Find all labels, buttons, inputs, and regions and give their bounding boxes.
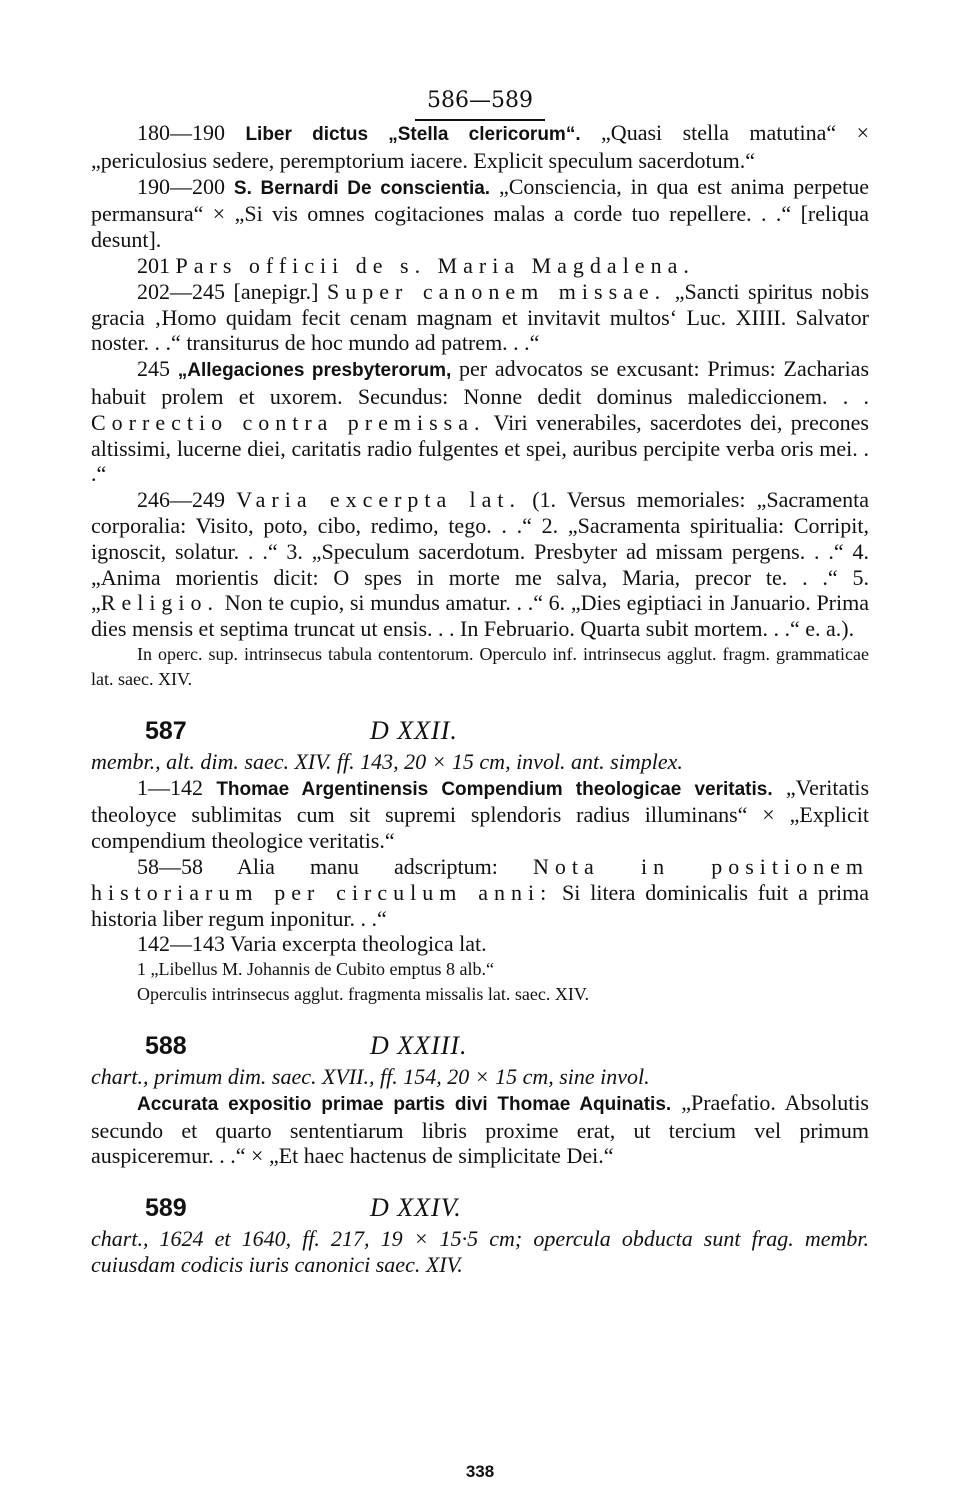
item-title: „Allegaciones presbyterorum, [177,360,452,382]
item-text: Non te cupio, si mundus amatur. . .“ 6. „Dies egiptiaci in Januario. Prima dies mensis et septima truncat ut ensis. . . In Februario. Quarta subit mortem. . .“ e. a.). [91,590,869,642]
item-spaced-title: Varia excerpta lat. [236,487,521,513]
entry-number: 589 [145,1194,187,1223]
item-note: [anepigr.] [233,278,319,304]
item-title: Liber dictus „Stella clericorum“. [245,124,581,145]
item-246b-249b [91,487,869,642]
item-142a-143b [91,931,869,957]
item-text: per advocatos se excusant: Primus: Zacharias habuit prolem et uxorem. Secundus: Nonne dedit dominus malediccionem. . . [91,356,870,409]
item-text: (1. Versus memoriales: „Sacramenta corporalia: Visito, poto, cibo, redimo, tego. . .“ 2. „Sacramenta spiritualia: Corripit, ignoscit, solatur. . .“ 3. „Speculum sacerdotum. Presbyter ad missam pergens. . .“ 4. „Anima morientis dicit: O spes in morte me salva, Maria, precor te. . .“ 5. „ [91,487,870,616]
folio-ref: 1—142 [137,774,203,800]
entry-587-description: membr., alt. dim. saec. XIV. ff. 143, 20 × 15 cm, invol. ant. simplex. [91,748,683,774]
folio-ref: 142—143 [137,931,225,957]
item-text: „Praefatio. Absolutis secundo et quarto sententiarum libris proxime erat, ut tercium vel primum auspiceremur. . .“ × „Et haec hactenus de simplicitate Dei.“ [91,1089,869,1169]
entry-588-content [91,1090,869,1169]
folio-ref: 180—190 [137,120,225,145]
page-number: 338 [465,1462,495,1481]
item-text: „Quasi stella matutina“ × „periculosius sedere, peremptorium iacere. Explicit speculum sacerdotum.“ [91,120,870,173]
entry-587-heading [91,715,869,745]
shelfmark: D XXIII. [370,1031,468,1061]
item-1a-142a [91,775,869,854]
item-58a-58b [91,854,869,931]
shelfmark: D XXII. [370,715,458,745]
binding-note: Operculis intrinsecus agglut. fragmenta missalis lat. saec. XIV. [137,984,590,1005]
entry-589-description: chart., 1624 et 1640, ff. 217, 19 × 15·5 cm; opercula obducta sunt frag. membr. cuiusdam codicis iuris canonici saec. XIV. [91,1225,869,1277]
item-spaced-title: Super canonem missae. [327,278,667,304]
entry-588-description: chart., primum dim. saec. XVII., ff. 154, 20 × 15 cm, sine invol. [91,1063,650,1089]
item-245b [91,356,869,487]
note-text: „Libellus M. Johannis de Cubito emptus 8 alb.“ [150,959,494,980]
item-spaced-title: Correctio contra premissa. [91,409,486,435]
item-text: „Consciencia, in qua est anima perpetue permansura“ × „Si vis omnes cogitaciones malas a corde tuo repellere. . .“ [reliqua desunt]. [91,173,870,253]
item-190b-200b [91,174,869,253]
item-text: Si litera dominicalis fuit a prima historia liber regum inponitur. . .“ [91,879,870,931]
item-text: Alia manu adscriptum: [236,853,498,879]
item-title: S. Bernardi De conscientia. [233,177,491,199]
entry-589-heading [91,1195,869,1222]
folio-ref: 245 [137,356,170,382]
ownership-note [91,957,869,982]
catalogue-body [91,120,869,1277]
item-text: Viri venerabiles, sacerdotes dei, precones altissimi, lucerne diei, caritatis radio fulgentes et spei, auribus percipite verba oris mei. . .“ [91,409,869,487]
item-title: Accurata expositio primae partis divi Thomae Aquinatis. [137,1093,672,1115]
entry-number: 588 [145,1032,187,1061]
folio-ref: 58—58 [137,853,203,879]
item-spaced-title: Pars officii de s. Maria Magdalena. [175,252,695,278]
item-spaced-title: Nota in positionem historiarum per circulum anni: [91,853,870,905]
folio-ref: 202—245 [137,278,225,304]
folio-ref: 201 [137,252,170,278]
item-202a-245a [91,279,869,356]
page-range: 586—589 [415,88,545,121]
entry-588-heading [91,1033,869,1060]
item-title: Thomae Argentinensis Compendium theologicae veritatis. [216,778,773,800]
folio-ref: 1 [137,959,146,980]
entry-number: 587 [145,716,187,745]
folio-ref: 246—249 [137,487,225,513]
item-201b [91,253,869,279]
item-text: Varia excerpta theologica lat. [230,931,487,957]
shelfmark: D XXIV. [370,1193,462,1223]
item-spaced-word: Religio. [100,590,220,616]
item-text: „Veritatis theoloyce sublimitas cum sit supremi splendoris radius illuminans“ × „Explicit compendium theologice veritatis.“ [91,774,870,854]
item-180a-190a [91,120,869,174]
binding-note: In operc. sup. intrinsecus tabula contentorum. Operculo inf. intrinsecus agglut. fragm. grammaticae lat. saec. XIV. [91,643,869,689]
folio-ref: 190—200 [137,173,225,199]
item-text: „Sancti spiritus nobis gracia ‚Homo quidam fecit cenam magnam et invitavit multos‘ Luc. XIIII. Salvator noster. . .“ transiturus de hoc mundo ad patrem. . .“ [91,278,870,356]
running-header [0,88,960,121]
